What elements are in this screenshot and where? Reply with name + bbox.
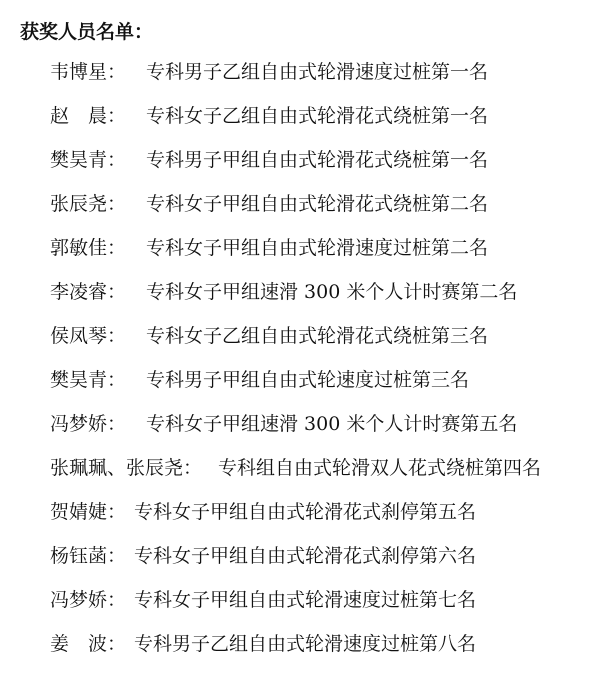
list-item	[0, 280, 601, 324]
list-item	[0, 368, 601, 412]
list-item	[0, 60, 601, 104]
award-text: 专科女子甲组自由式轮滑花式刹停第六名	[134, 545, 477, 567]
winner-name: 樊昊青：	[50, 149, 127, 171]
winner-name: 李凌睿：	[50, 281, 127, 303]
list-item	[0, 500, 601, 544]
list-item	[0, 104, 601, 148]
list-item	[0, 324, 601, 368]
winner-name: 樊昊青：	[50, 369, 127, 391]
list-item	[0, 148, 601, 192]
winner-name: 韦博星：	[50, 61, 127, 83]
award-text: 专科女子乙组自由式轮滑花式绕桩第三名	[146, 325, 489, 347]
winner-name: 侯凤琴：	[50, 325, 127, 347]
list-item	[0, 236, 601, 280]
winner-list	[0, 60, 601, 676]
list-item	[0, 544, 601, 588]
winner-name: 姜 波：	[50, 633, 127, 655]
award-text: 专科男子乙组自由式轮滑速度过桩第八名	[134, 633, 477, 655]
winner-name: 张辰尧：	[50, 193, 127, 215]
award-text: 专科女子甲组速滑 300 米个人计时赛第五名	[146, 413, 518, 435]
award-text: 专科女子甲组速滑 300 米个人计时赛第二名	[146, 281, 518, 303]
award-text: 专科女子甲组自由式轮滑速度过桩第二名	[146, 237, 489, 259]
winner-name: 杨钰菡：	[50, 545, 127, 567]
award-text: 专科男子甲组自由式轮速度过桩第三名	[146, 369, 470, 391]
list-item	[0, 412, 601, 456]
award-text: 专科男子乙组自由式轮滑速度过桩第一名	[146, 61, 489, 83]
award-text: 专科女子甲组自由式轮滑花式绕桩第二名	[146, 193, 489, 215]
winner-name: 郭敏佳：	[50, 237, 127, 259]
winner-name: 冯梦娇：	[50, 589, 127, 611]
award-text: 专科女子甲组自由式轮滑速度过桩第七名	[134, 589, 477, 611]
list-item	[0, 632, 601, 676]
winner-name: 冯梦娇：	[50, 413, 127, 435]
list-item	[0, 192, 601, 236]
list-item	[0, 456, 601, 500]
winner-name: 赵 晨：	[50, 105, 127, 127]
document-title: 获奖人员名单：	[20, 21, 154, 43]
winner-name: 张珮珮、张辰尧：	[50, 457, 203, 479]
award-text: 专科男子甲组自由式轮滑花式绕桩第一名	[146, 149, 489, 171]
award-text: 专科组自由式轮滑双人花式绕桩第四名	[218, 457, 542, 479]
award-text: 专科女子乙组自由式轮滑花式绕桩第一名	[146, 105, 489, 127]
winner-name: 贺婧婕：	[50, 501, 127, 523]
award-text: 专科女子甲组自由式轮滑花式刹停第五名	[134, 501, 477, 523]
list-item	[0, 588, 601, 632]
